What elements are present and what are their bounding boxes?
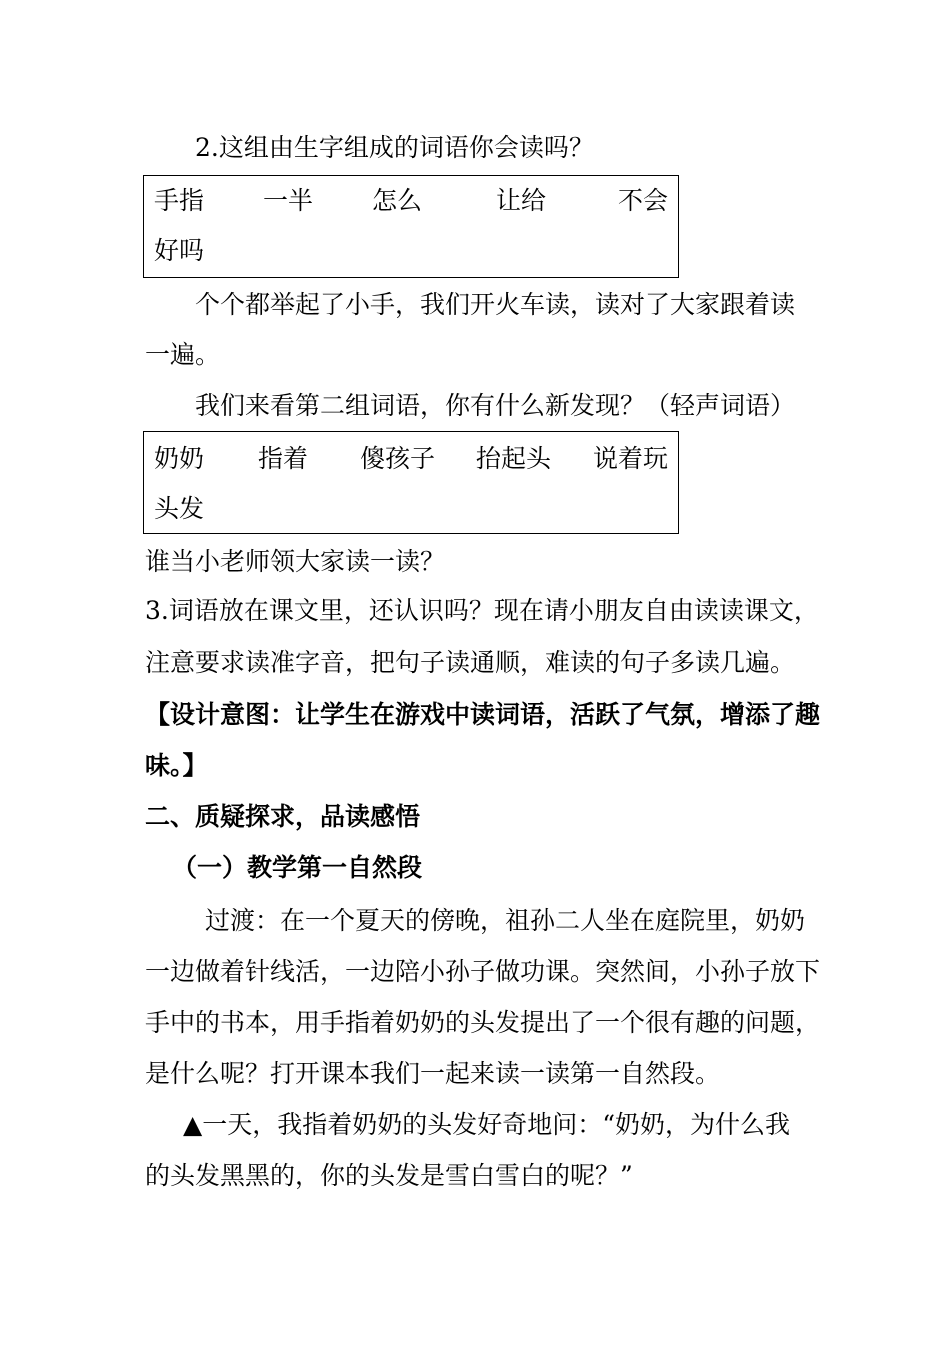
section-2-heading: 二、质疑探求，品读感悟 [145, 802, 421, 831]
word-item: 一半 [263, 186, 314, 215]
quote-line-2: 的头发黑黑的，你的头发是雪白雪白的呢？” [145, 1161, 633, 1190]
question-3-line-1: 3.词语放在课文里，还认识吗？现在请小朋友自由读读课文， [145, 596, 819, 625]
design-intent-line-1: 【设计意图：让学生在游戏中读词语，活跃了气氛，增添了趣 [145, 700, 821, 729]
question-3-line-2: 注意要求读准字音，把句子读通顺，难读的句子多读几遍。 [145, 648, 796, 677]
word-item: 好吗 [154, 236, 205, 265]
subsection-1-heading: （一）教学第一自然段 [172, 853, 423, 882]
quote-line-1: ▲一天，我指着奶奶的头发好奇地问：“奶奶，为什么我 [183, 1110, 791, 1139]
transition-line-3: 手中的书本，用手指着奶奶的头发提出了一个很有趣的问题， [145, 1008, 821, 1037]
paragraph-1-line-2: 一遍。 [145, 340, 221, 369]
transition-line-2: 一边做着针线活，一边陪小孙子做功课。突然间，小孙子放下 [145, 957, 821, 986]
word-box-2 [143, 431, 679, 534]
word-item: 头发 [154, 494, 205, 523]
word-item: 指着 [258, 444, 309, 473]
paragraph-1-line-1: 个个都举起了小手，我们开火车读，读对了大家跟着读 [195, 290, 796, 319]
transition-line-4: 是什么呢？打开课本我们一起来读一读第一自然段。 [145, 1059, 721, 1088]
word-item: 说着玩 [593, 444, 669, 473]
word-item: 怎么 [372, 186, 423, 215]
question-2-heading: 2.这组由生字组成的词语你会读吗？ [195, 133, 594, 162]
paragraph-3: 谁当小老师领大家读一读？ [145, 547, 446, 576]
word-item: 奶奶 [154, 444, 205, 473]
word-item: 傻孩子 [360, 444, 436, 473]
word-item: 让给 [496, 186, 547, 215]
word-item: 不会 [618, 186, 669, 215]
paragraph-2: 我们来看第二组词语，你有什么新发现？（轻声词语） [195, 391, 796, 420]
word-item: 抬起头 [476, 444, 552, 473]
word-item: 手指 [154, 186, 205, 215]
transition-line-1: 过渡：在一个夏天的傍晚，祖孙二人坐在庭院里，奶奶 [205, 906, 806, 935]
word-box-1 [143, 175, 679, 278]
design-intent-line-2: 味。】 [145, 751, 208, 780]
